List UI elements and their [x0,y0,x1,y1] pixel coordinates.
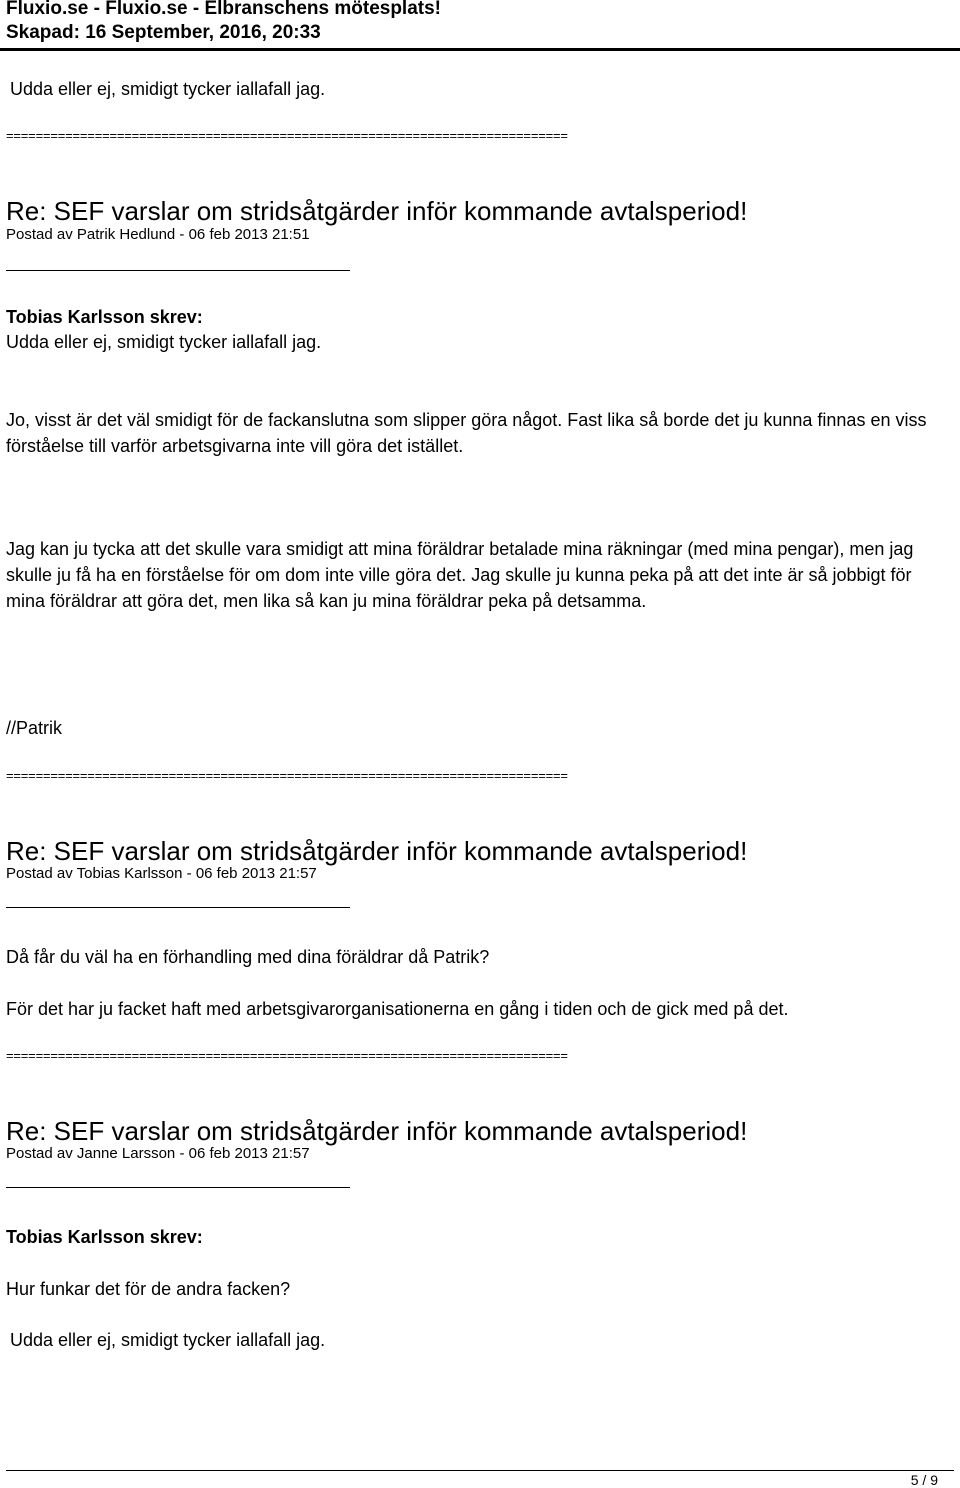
post-meta: Postad av Janne Larsson - 06 feb 2013 21:57 [6,1145,310,1162]
post-meta-divider [6,270,350,271]
post-paragraph: Jag kan ju tycka att det skulle vara smidigt att mina föräldrar betalade mina räkningar (med mina pengar), men jag skulle ju få ha en förståelse för om dom inte ville göra det. Jag skulle ju kunna peka på att det inte är så jobbigt för mina föräldrar att göra det, men lika så kan ju mina föräldrar peka på detsamma. [6,539,914,611]
post-title: Re: SEF varslar om stridsåtgärder inför kommande avtalsperiod! [6,836,748,866]
post-title: Re: SEF varslar om stridsåtgärder inför kommande avtalsperiod! [6,196,748,226]
quote-text: Hur funkar det för de andra facken? [6,1279,291,1299]
post-meta-divider [6,1187,350,1188]
post-separator: ============================================================================ [6,1048,568,1063]
quote-author: Tobias Karlsson skrev: [6,1227,203,1247]
quote-text: Udda eller ej, smidigt tycker iallafall jag. [6,332,322,352]
post-separator: ============================================================================ [6,768,568,783]
post-paragraph: För det har ju facket haft med arbetsgivarorganisationerna en gång i tiden och de gick med på det. [6,999,789,1019]
post-meta: Postad av Tobias Karlsson - 06 feb 2013 21:57 [6,865,317,882]
post-paragraph: Då får du väl ha en förhandling med dina föräldrar då Patrik? [6,947,490,967]
post-signature: //Patrik [6,718,63,738]
document-title: Fluxio.se - Fluxio.se - Elbranschens mötesplats! [6,0,441,19]
created-date: Skapad: 16 September, 2016, 20:33 [6,22,321,43]
footer-divider [6,1470,954,1471]
post-title: Re: SEF varslar om stridsåtgärder inför kommande avtalsperiod! [6,1116,748,1146]
header-divider [0,48,960,51]
page-number: 5 / 9 [910,1472,938,1488]
quote-author: Tobias Karlsson skrev: [6,307,203,327]
post-meta: Postad av Patrik Hedlund - 06 feb 2013 21:51 [6,226,310,243]
post-text: Udda eller ej, smidigt tycker iallafall jag. [10,79,326,99]
post-separator: ============================================================================ [6,128,568,143]
post-paragraph: Udda eller ej, smidigt tycker iallafall jag. [10,1330,326,1350]
post-paragraph: Jo, visst är det väl smidigt för de fackanslutna som slipper göra något. Fast lika så borde det ju kunna finnas en viss förståelse till varför arbetsgivarna inte vill göra det istället. [6,410,927,456]
post-meta-divider [6,907,350,908]
